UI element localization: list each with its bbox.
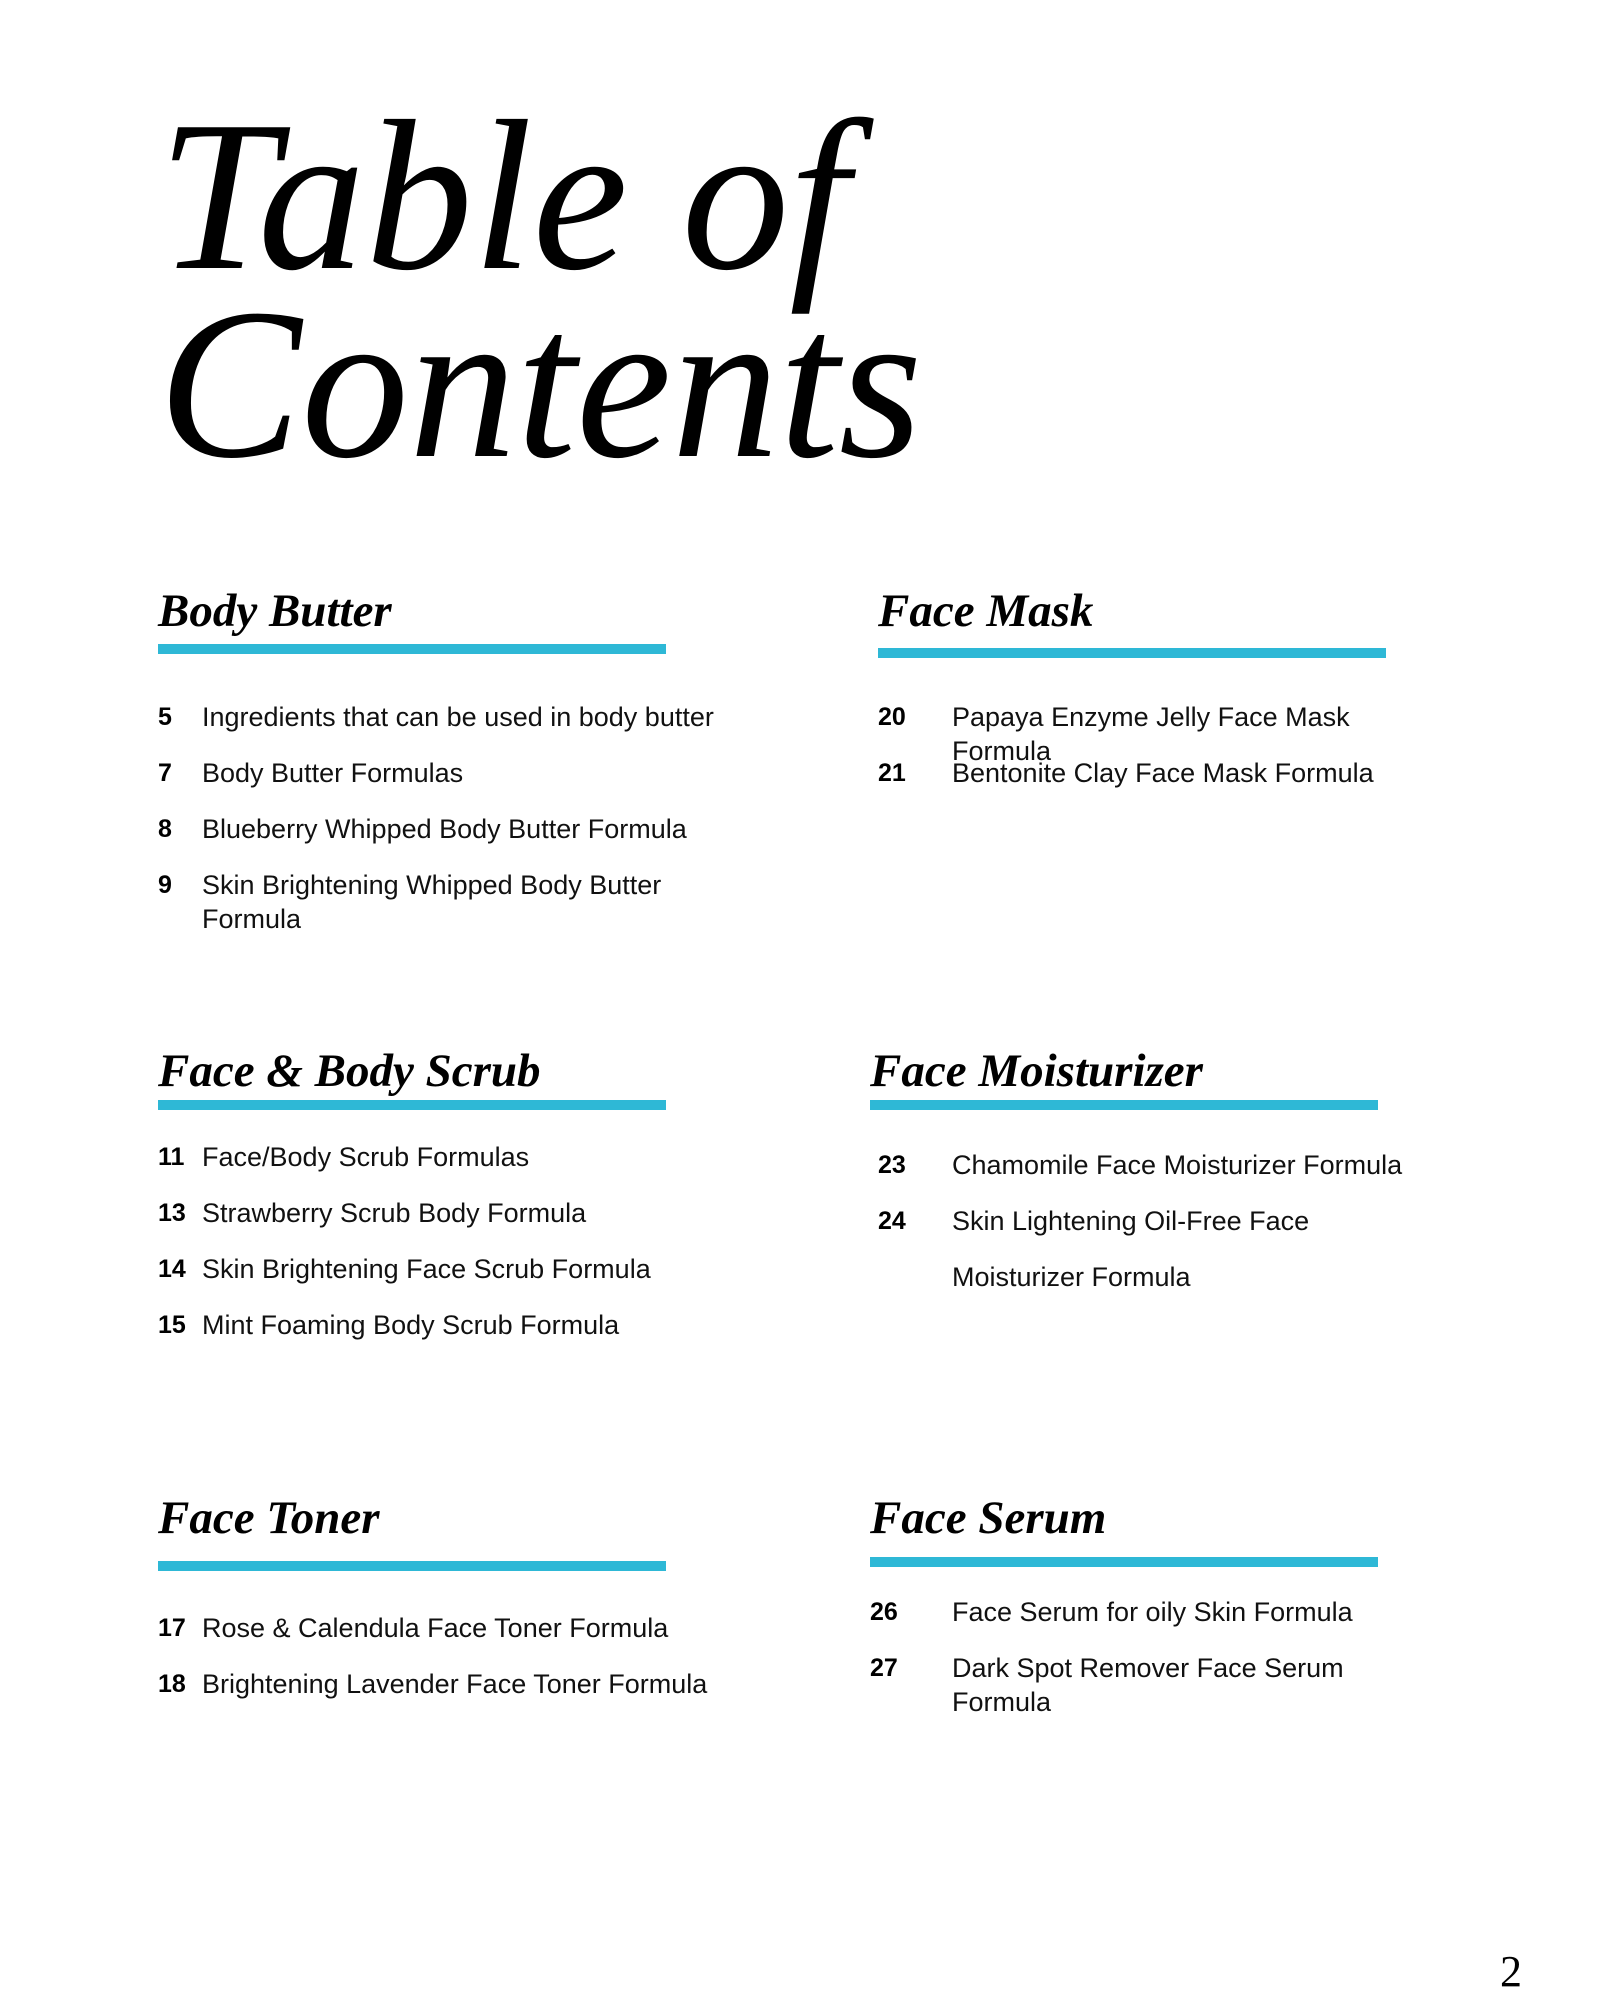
entry-title: Ingredients that can be used in body butter <box>202 702 714 732</box>
entry-title: Skin Brightening Face Scrub Formula <box>202 1254 651 1284</box>
toc-entry[interactable] <box>158 868 718 934</box>
section-face-moisturizer <box>870 1045 1430 1292</box>
entry-list <box>870 1595 1430 1717</box>
entry-title: Brightening Lavender Face Toner Formula <box>202 1669 708 1699</box>
toc-entry[interactable] <box>158 756 718 812</box>
entry-page-number: 23 <box>878 1151 906 1179</box>
toc-entry[interactable] <box>158 1611 718 1667</box>
section-face-serum <box>870 1492 1430 1717</box>
entry-page-number: 20 <box>878 703 906 731</box>
entry-page-number: 14 <box>158 1255 186 1283</box>
entry-list <box>158 700 718 934</box>
entry-title: Bentonite Clay Face Mask Formula <box>952 758 1374 788</box>
entry-title: Skin Lightening Oil-Free Face Moisturizer Formula <box>952 1206 1310 1292</box>
entry-page-number: 15 <box>158 1311 186 1339</box>
entry-title: Face/Body Scrub Formulas <box>202 1142 530 1172</box>
toc-entry[interactable] <box>158 1196 718 1252</box>
entry-title: Mint Foaming Body Scrub Formula <box>202 1310 620 1340</box>
entry-list <box>878 700 1438 812</box>
entry-title: Strawberry Scrub Body Formula <box>202 1198 587 1228</box>
section-title: Face Serum <box>870 1492 1107 1544</box>
section-face-body-scrub <box>158 1045 718 1340</box>
entry-list <box>158 1140 718 1364</box>
toc-entry[interactable] <box>158 812 718 868</box>
entry-page-number: 17 <box>158 1614 186 1642</box>
page-number: 2 <box>1500 1947 1522 1996</box>
page-title-line-1: Table of <box>158 76 849 315</box>
toc-entry[interactable] <box>158 1308 718 1364</box>
toc-entry[interactable] <box>870 1651 1430 1717</box>
section-underline <box>878 648 1386 658</box>
entry-page-number: 13 <box>158 1199 186 1227</box>
toc-entry[interactable] <box>878 700 1438 766</box>
entry-title: Blueberry Whipped Body Butter Formula <box>202 814 687 844</box>
section-title: Body Butter <box>158 585 392 637</box>
toc-entry[interactable] <box>870 1595 1430 1651</box>
section-underline <box>158 1561 666 1571</box>
entry-title: Face Serum for oily Skin Formula <box>952 1597 1353 1627</box>
entry-page-number: 27 <box>870 1654 898 1682</box>
entry-page-number: 21 <box>878 759 906 787</box>
entry-page-number: 8 <box>158 815 172 843</box>
entry-page-number: 18 <box>158 1670 186 1698</box>
section-title: Face Toner <box>158 1492 380 1544</box>
section-underline <box>158 644 666 654</box>
section-title: Face Moisturizer <box>870 1045 1203 1097</box>
toc-entry[interactable] <box>158 700 718 756</box>
toc-entry[interactable] <box>158 1140 718 1196</box>
entry-page-number: 5 <box>158 703 172 731</box>
toc-entry[interactable] <box>158 1667 718 1723</box>
toc-entry[interactable] <box>878 1193 1438 1305</box>
entry-title: Body Butter Formulas <box>202 758 464 788</box>
entry-page-number: 26 <box>870 1598 898 1626</box>
page-title-line-2: Contents <box>158 264 923 503</box>
section-underline <box>158 1100 666 1110</box>
entry-page-number: 7 <box>158 759 172 787</box>
entry-title: Papaya Enzyme Jelly Face Mask Formula <box>952 702 1350 766</box>
toc-entry[interactable] <box>878 756 1438 812</box>
section-title: Face & Body Scrub <box>158 1045 541 1097</box>
section-underline <box>870 1557 1378 1567</box>
entry-page-number: 11 <box>158 1143 185 1171</box>
section-face-mask <box>878 585 1438 788</box>
entry-list <box>878 1148 1438 1305</box>
toc-entry[interactable] <box>158 1252 718 1308</box>
entry-list <box>158 1611 718 1723</box>
section-body-butter <box>158 585 718 934</box>
entry-title: Skin Brightening Whipped Body Butter Formula <box>202 870 662 934</box>
section-title: Face Mask <box>878 585 1094 637</box>
entry-page-number: 9 <box>158 871 172 899</box>
entry-title: Chamomile Face Moisturizer Formula <box>952 1150 1403 1180</box>
entry-title: Rose & Calendula Face Toner Formula <box>202 1613 669 1643</box>
entry-title: Dark Spot Remover Face Serum Formula <box>952 1653 1344 1717</box>
section-underline <box>870 1100 1378 1110</box>
entry-page-number: 24 <box>878 1207 906 1235</box>
section-face-toner <box>158 1492 718 1699</box>
